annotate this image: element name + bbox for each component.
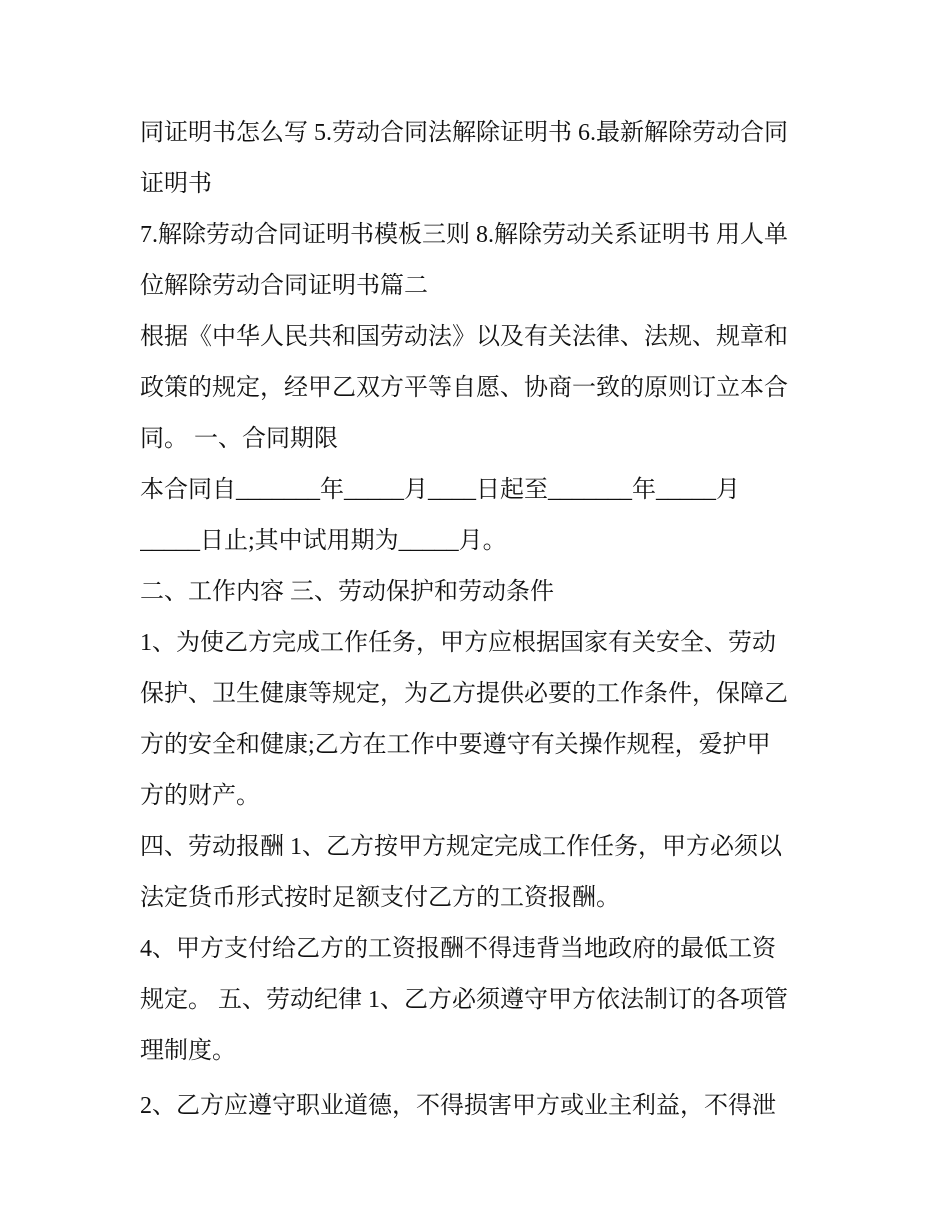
document-body	[140, 108, 820, 1132]
text-line: 理制度。	[140, 1038, 236, 1064]
text-line: 7.解除劳动合同证明书模板三则 8.解除劳动关系证明书 用人单	[140, 222, 788, 248]
text-line: 四、劳动报酬 1、乙方按甲方规定完成工作任务，甲方必须以	[140, 834, 782, 860]
text-line: 根据《中华人民共和国劳动法》以及有关法律、法规、规章和	[140, 324, 788, 350]
text-line: 规定。 五、劳动纪律 1、乙方必须遵守甲方依法制订的各项管	[140, 987, 788, 1013]
text-line: 4、甲方支付给乙方的工资报酬不得违背当地政府的最低工资	[140, 936, 776, 962]
text-line: 法定货币形式按时足额支付乙方的工资报酬。	[140, 885, 620, 911]
text-line: 位解除劳动合同证明书篇二	[140, 273, 428, 299]
text-line: 2、乙方应遵守职业道德，不得损害甲方或业主利益，不得泄	[140, 1093, 776, 1119]
text-line: 方的安全和健康;乙方在工作中要遵守有关操作规程，爱护甲	[140, 732, 771, 758]
text-line: 1、为使乙方完成工作任务，甲方应根据国家有关安全、劳动	[140, 630, 776, 656]
text-line: 本合同自_______年_____月____日起至_______年_____月	[140, 477, 740, 503]
text-line: 同证明书怎么写 5.劳动合同法解除证明书 6.最新解除劳动合同	[140, 120, 788, 146]
text-line: 方的财产。	[140, 783, 260, 809]
text-line: _____日止;其中试用期为_____月。	[140, 528, 507, 554]
text-line: 政策的规定，经甲乙双方平等自愿、协商一致的原则订立本合	[140, 375, 788, 401]
text-line: 同。 一、合同期限	[140, 426, 338, 452]
text-line: 保护、卫生健康等规定，为乙方提供必要的工作条件，保障乙	[140, 681, 788, 707]
text-line: 证明书	[140, 171, 212, 197]
text-line: 二、工作内容 三、劳动保护和劳动条件	[140, 579, 554, 605]
